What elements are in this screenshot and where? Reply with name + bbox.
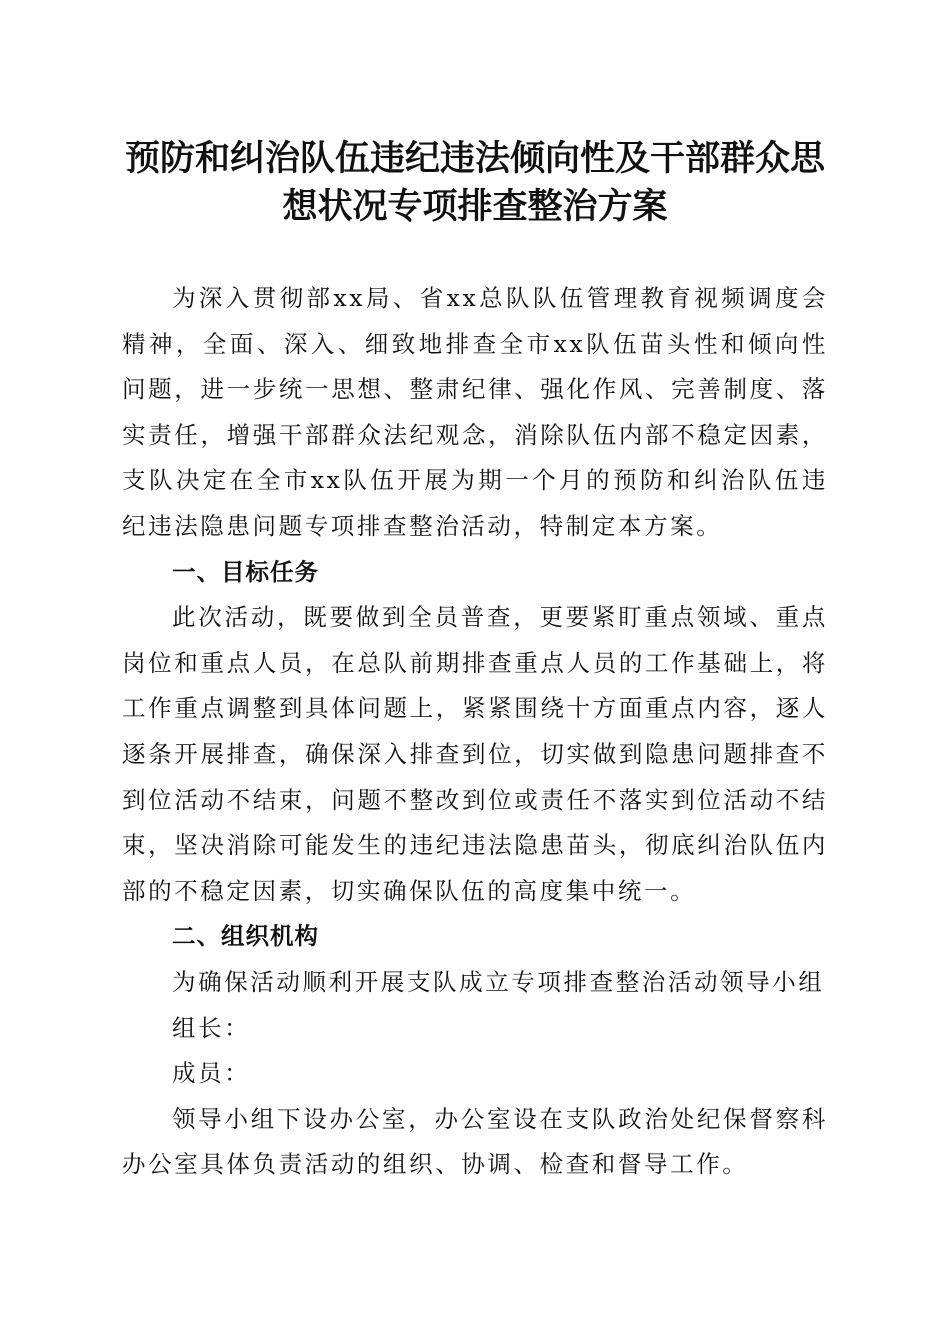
group-members-line: 成员： — [172, 1059, 251, 1088]
intro-paragraph: 为深入贯彻部xx局、省xx总队队伍管理教育视频调度会精神，全面、深入、细致地排查全市xx队伍苗头性和倾向性问题，进一步统一思想、整肃纪律、强化作风、完善制度、落实责任，增强干部群众法纪观念，消除队伍内部不稳定因素，支队决定在全市xx队伍开展为期一个月的预防和纠治队伍违纪违法隐患问题专项排查整治活动，特制定本方案。 — [122, 284, 828, 540]
section-1-paragraph: 此次活动，既要做到全员普查，更要紧盯重点领域、重点岗位和重点人员，在总队前期排查重点人员的工作基础上，将工作重点调整到具体问题上，紧紧围绕十方面重点内容，逐人逐条开展排查，确保深入排查到位，切实做到隐患问题排查不到位活动不结束，问题不整改到位或责任不落实到位活动不结束，坚决消除可能发生的违纪违法隐患苗头，彻底纠治队伍内部的不稳定因素，切实确保队伍的高度集中统一。 — [122, 603, 828, 905]
section-2-intro-line: 为确保活动顺利开展支队成立专项排查整治活动领导小组 — [172, 967, 825, 996]
group-leader-line: 组长： — [172, 1013, 251, 1042]
section-1-heading: 一、目标任务 — [172, 557, 319, 586]
document-body — [122, 276, 828, 1188]
document-title-line-2: 想状况专项排查整治方案 — [282, 186, 668, 227]
document-title-line-1: 预防和纠治队伍违纪违法倾向性及干部群众思 — [124, 138, 825, 179]
office-paragraph: 领导小组下设办公室，办公室设在支队政治处纪保督察科办公室具体负责活动的组织、协调、检查和督导工作。 — [122, 1104, 828, 1179]
section-2-heading: 二、组织机构 — [172, 922, 319, 951]
